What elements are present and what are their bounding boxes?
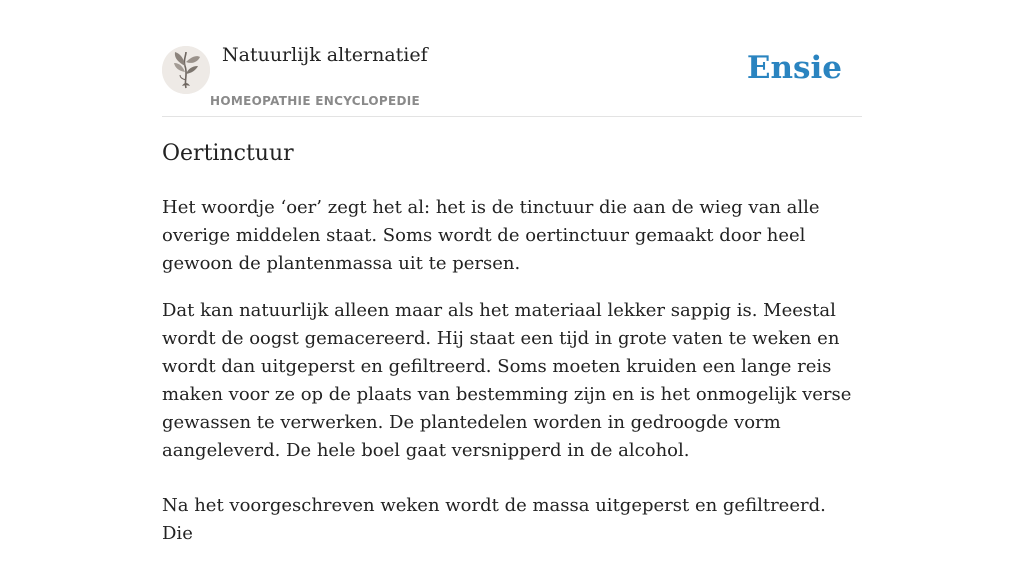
site-subtitle: HOMEOPATHIE ENCYCLOPEDIE [210,94,421,108]
article-paragraph: Het woordje ‘oer’ zegt het al: het is de tinctuur die aan de wieg van alle overige middelen staat. Soms wordt de oertinctuur gemaakt door heel gewoon de plantenmassa uit te persen. [162,197,820,274]
article-paragraph: Dat kan natuurlijk alleen maar als het materiaal lekker sappig is. Meestal wordt de oogst gemacereerd. Hij staat een tijd in grote vaten te weken en wordt dan uitgeperst en gefiltreerd. Soms moeten kruiden een lange reis maken voor ze op de plaats van bestemming zijn en is het onmogelijk verse gewassen te verwerken. De plantedelen worden in gedroogde vorm aangeleverd. De hele boel gaat versnipperd in de alcohol. [162,300,852,461]
site-header [162,0,862,117]
article-title: Oertinctuur [162,141,294,166]
site-name-link[interactable]: Natuurlijk alternatief [222,44,428,66]
plant-illustration-icon[interactable] [162,46,210,94]
article [162,138,862,567]
brand-logo-link[interactable]: Ensie [746,50,842,86]
article-paragraph: Na het voorgeschreven weken wordt de massa uitgeperst en gefiltreerd. Die [162,495,826,544]
